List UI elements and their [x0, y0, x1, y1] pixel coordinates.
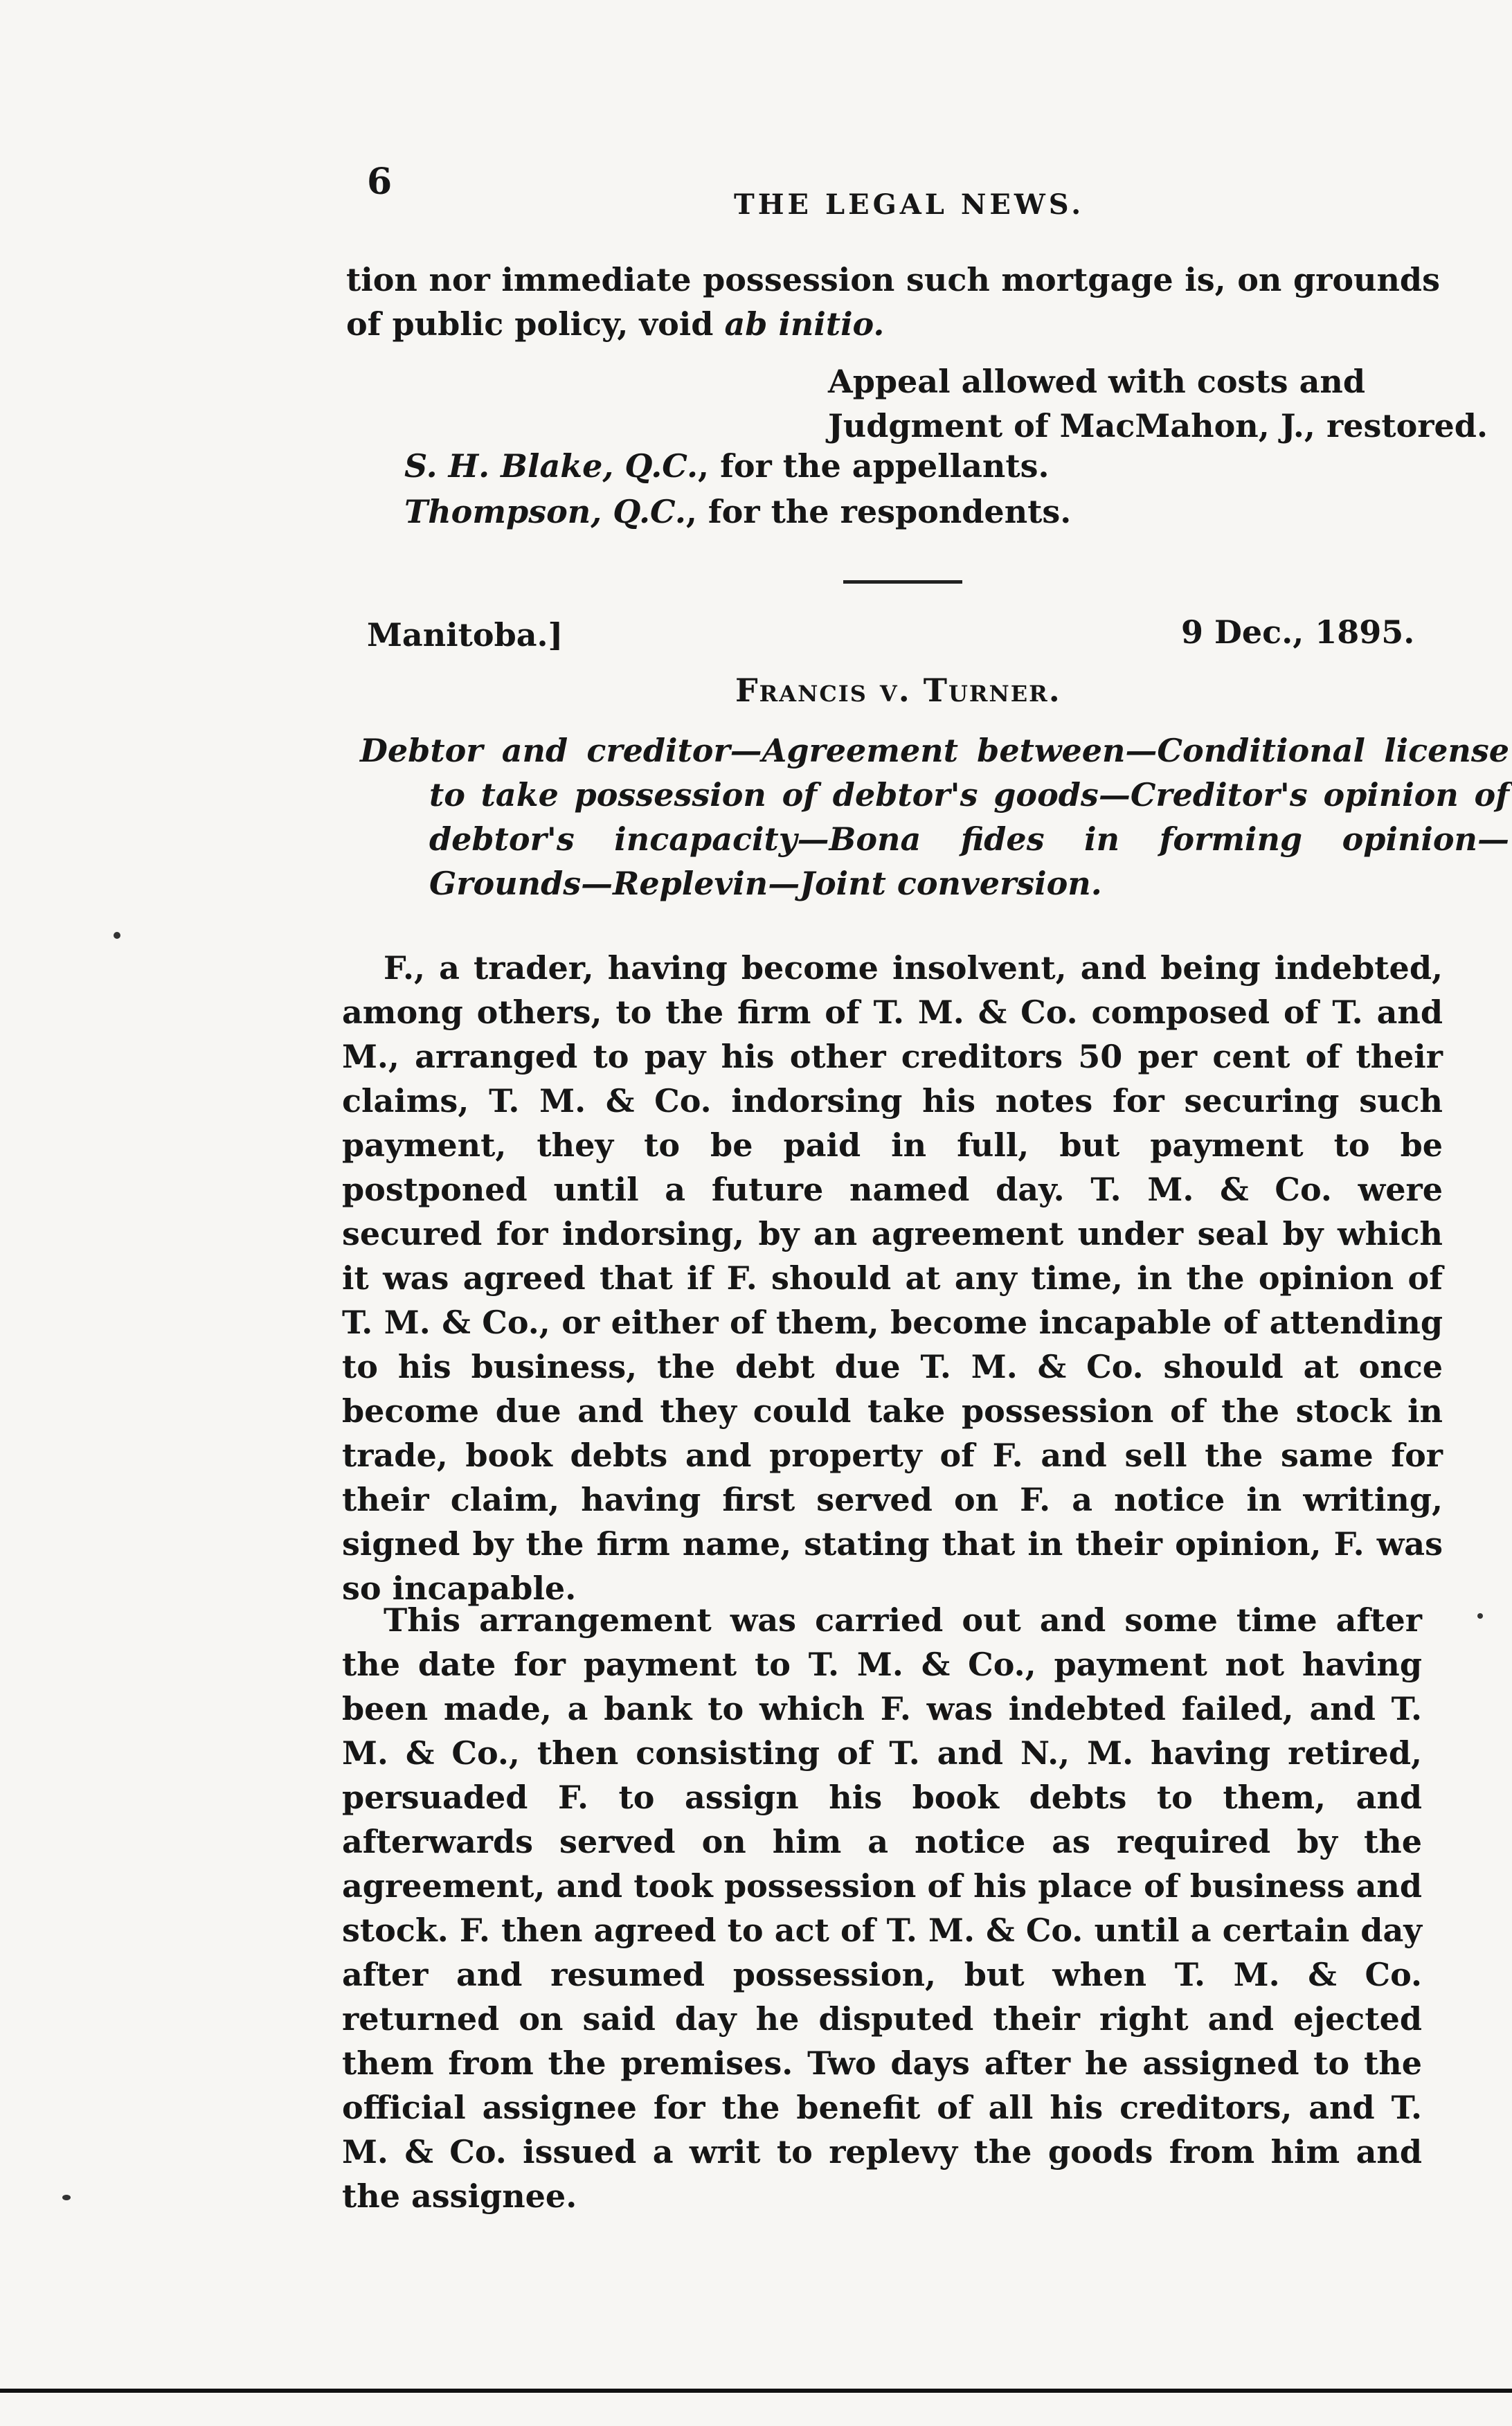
- case-date: 9 Dec., 1895.: [1181, 613, 1415, 651]
- paragraph-text: F., a trader, having become insolvent, and being indebted, among others, to the firm of T. M. & Co. composed of T. and M., arranged to pay his other creditors 50 per cent of their claims, T. M. & Co. indorsing his notes for securing such payment, they to be paid in full, but payment to be postponed until a future named day. T. M. & Co. were secured for indorsing, by an agreement under seal by which it was agreed that if F. should at any time, in the opinion of T. M. & Co., or either of them, become incapable of attending to his business, the debt due T. M. & Co. should at once become due and they could take possession of the stock in trade, book debts and property of F. and sell the same for their claim, having first served on F. a notice in writing, signed by the firm name, stating that in their opinion, F. was so incapable.: [342, 949, 1443, 1607]
- opening-paragraph: [346, 258, 1440, 346]
- page-number: 6: [367, 161, 393, 203]
- counsel-role: , for the respondents.: [685, 493, 1072, 530]
- body-paragraph-2: [342, 1598, 1422, 2218]
- scan-speck: [114, 932, 120, 939]
- section-divider: [843, 580, 962, 584]
- page-bottom-edge: [0, 2389, 1512, 2393]
- counsel-name: Thompson, Q.C.: [404, 493, 686, 530]
- headnote: Debtor and creditor—Agreement between—Conditional license to take possession of debtor's goods—Creditor's opinion of debtor's incapacity—Bona fides in forming opinion—Grounds—Replevin—Joint conversion.: [360, 732, 1509, 902]
- counsel-respondents: [404, 493, 1071, 530]
- opening-italic: ab initio.: [724, 305, 885, 343]
- scan-speck: [62, 2195, 71, 2200]
- case-title: Francis v. Turner.: [735, 672, 1061, 709]
- case-court: Manitoba.]: [367, 616, 564, 654]
- disposition-line-2: Judgment of MacMahon, J., restored.: [828, 407, 1488, 444]
- disposition-line-1: Appeal allowed with costs and: [828, 363, 1366, 400]
- counsel-role: , for the appellants.: [698, 447, 1050, 485]
- body-paragraph-1: [342, 946, 1443, 1610]
- counsel-name: S. H. Blake, Q.C.: [404, 447, 699, 485]
- running-title: THE LEGAL NEWS.: [734, 188, 1085, 221]
- scan-speck: [1477, 1613, 1483, 1619]
- opening-text: tion nor immediate possession such mortgage is, on grounds of public policy, void: [346, 261, 1440, 343]
- counsel-appellants: [404, 447, 1050, 485]
- paragraph-text: This arrangement was carried out and some time after the date for payment to T. M. & Co., payment not having been made, a bank to which F. was indebted failed, and T. M. & Co., then consisting of T. and N., M. having retired, persuaded F. to assign his book debts to them, and afterwards served on him a notice as required by the agreement, and took possession of his place of business and stock. F. then agreed to act of T. M. & Co. until a certain day after and resumed possession, but when T. M. & Co. returned on said day he disputed their right and ejected them from the premises. Two days after he assigned to the official assignee for the benefit of all his creditors, and T. M. & Co. issued a writ to replevy the goods from him and the assignee.: [342, 1601, 1422, 2215]
